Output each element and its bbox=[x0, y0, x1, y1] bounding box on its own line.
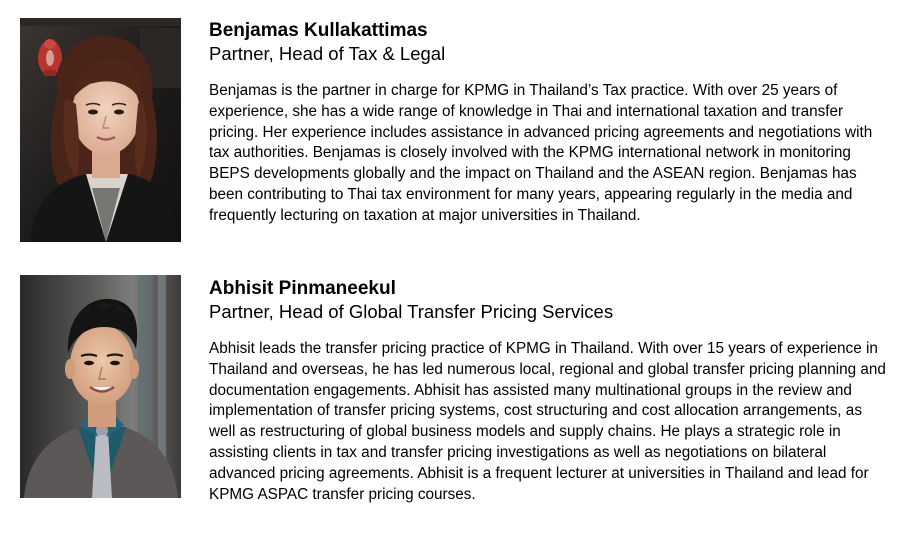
profile-title: Partner, Head of Tax & Legal bbox=[209, 43, 446, 64]
profile-card bbox=[0, 0, 919, 260]
profile-info bbox=[209, 277, 899, 505]
profile-title: Partner, Head of Global Transfer Pricing Services bbox=[209, 301, 614, 322]
profile-card bbox=[0, 260, 919, 546]
profile-info bbox=[209, 19, 899, 227]
profile-bio: Abhisit leads the transfer pricing practice of KPMG in Thailand. With over 15 years of experience in Thailand and overseas, he has led numerous local, regional and global transfer pricing planning and documentation engagements. Abhisit has assisted many multinational groups in the review and implementation of transfer pricing systems, cost structuring and cost allocation arrangements, as well as restructuring of global business models and supply chains. He plays a strategic role in assisting clients in tax and transfer pricing investigations as well as negotiations on bilateral advanced pricing agreements. Abhisit is a frequent lecturer at universities in Thailand and lead for KPMG ASPAC transfer pricing courses. bbox=[209, 340, 886, 503]
profile-bio: Benjamas is the partner in charge for KPMG in Thailand’s Tax practice. With over 25 years of experience, she has a wide range of knowledge in Thai and international taxation and transfer pricing. Her experience includes assistance in advanced pricing agreements and negotiations with tax authorities. Benjamas is closely involved with the KPMG international network in monitoring BEPS developments globally and the impact on Thailand and the ASEAN region. Benjamas has been contributing to Thai tax environment for many years, appearing regularly in the media and frequently lecturing on taxation at major universities in Thailand. bbox=[209, 82, 873, 224]
profile-name: Abhisit Pinmaneekul bbox=[209, 278, 396, 299]
profile-photo-portrait bbox=[20, 18, 181, 242]
profile-name: Benjamas Kullakattimas bbox=[209, 20, 428, 41]
profile-photo-portrait bbox=[20, 275, 181, 498]
